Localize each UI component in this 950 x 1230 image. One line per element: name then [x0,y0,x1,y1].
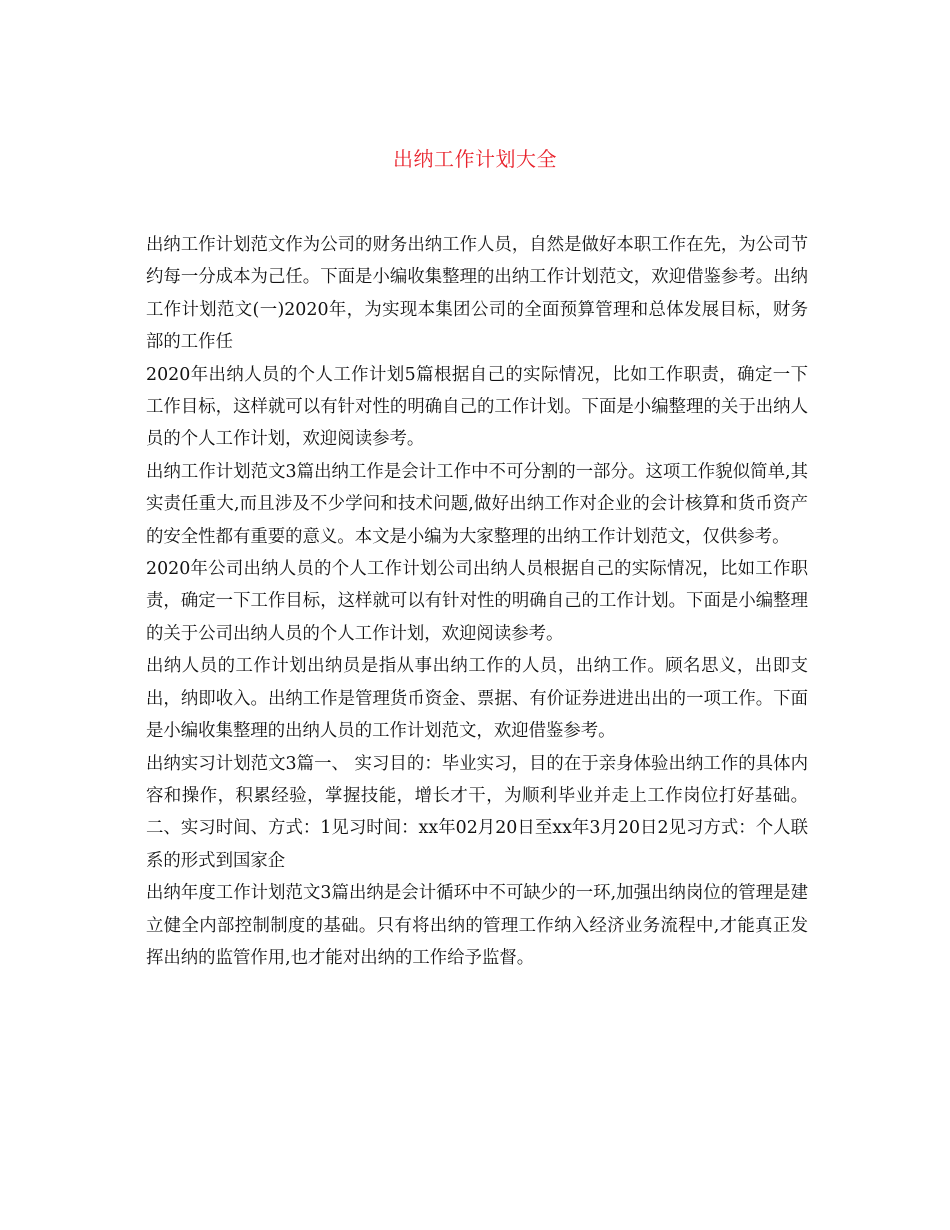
paragraph-3: 出纳工作计划范文3篇出纳工作是会计工作中不可分割的一部分。这项工作貌似简单,其实责任重大,而且涉及不少学问和技术问题,做好出纳工作对企业的会计核算和货币资产的安全性都有重要的意义。本文是小编为大家整理的出纳工作计划范文，仅供参考。 [146,461,808,547]
document-title: 出纳工作计划大全 [393,147,557,171]
paragraph-5: 出纳人员的工作计划出纳员是指从事出纳工作的人员，出纳工作。顾名思义，出即支出，纳即收入。出纳工作是管理货币资金、票据、有价证券进进出出的一项工作。下面是小编收集整理的出纳人员的工作计划范文，欢迎借鉴参考。 [146,656,808,742]
paragraph-7: 出纳年度工作计划范文3篇出纳是会计循环中不可缺少的一环,加强出纳岗位的管理是建立健全内部控制制度的基础。只有将出纳的管理工作纳入经济业务流程中,才能真正发挥出纳的监管作用,也才能对出纳的工作给予监督。 [146,883,808,968]
paragraph-4: 2020年公司出纳人员的个人工作计划公司出纳人员根据自己的实际情况，比如工作职责，确定一下工作目标，这样就可以有针对性的明确自己的工作计划。下面是小编整理的关于公司出纳人员的个人工作计划，欢迎阅读参考。 [146,559,808,644]
document-body [146,229,808,974]
paragraph-1: 出纳工作计划范文作为公司的财务出纳工作人员，自然是做好本职工作在先，为公司节约每一分成本为己任。下面是小编收集整理的出纳工作计划范文，欢迎借鉴参考。出纳工作计划范文(一)2020年，为实现本集团公司的全面预算管理和总体发展目标，财务部的工作任 [146,235,808,353]
paragraph-6: 出纳实习计划范文3篇一、 实习目的：毕业实习，目的在于亲身体验出纳工作的具体内容和操作，积累经验，掌握技能，增长才干，为顺利毕业并走上工作岗位打好基础。二、实习时间、方式：1见习时间：xx年02月20日至xx年3月20日2见习方式：个人联系的形式到国家企 [146,753,808,871]
paragraph-2: 2020年出纳人员的个人工作计划5篇根据自己的实际情况，比如工作职责，确定一下工作目标，这样就可以有针对性的明确自己的工作计划。下面是小编整理的关于出纳人员的个人工作计划，欢迎阅读参考。 [146,364,808,450]
